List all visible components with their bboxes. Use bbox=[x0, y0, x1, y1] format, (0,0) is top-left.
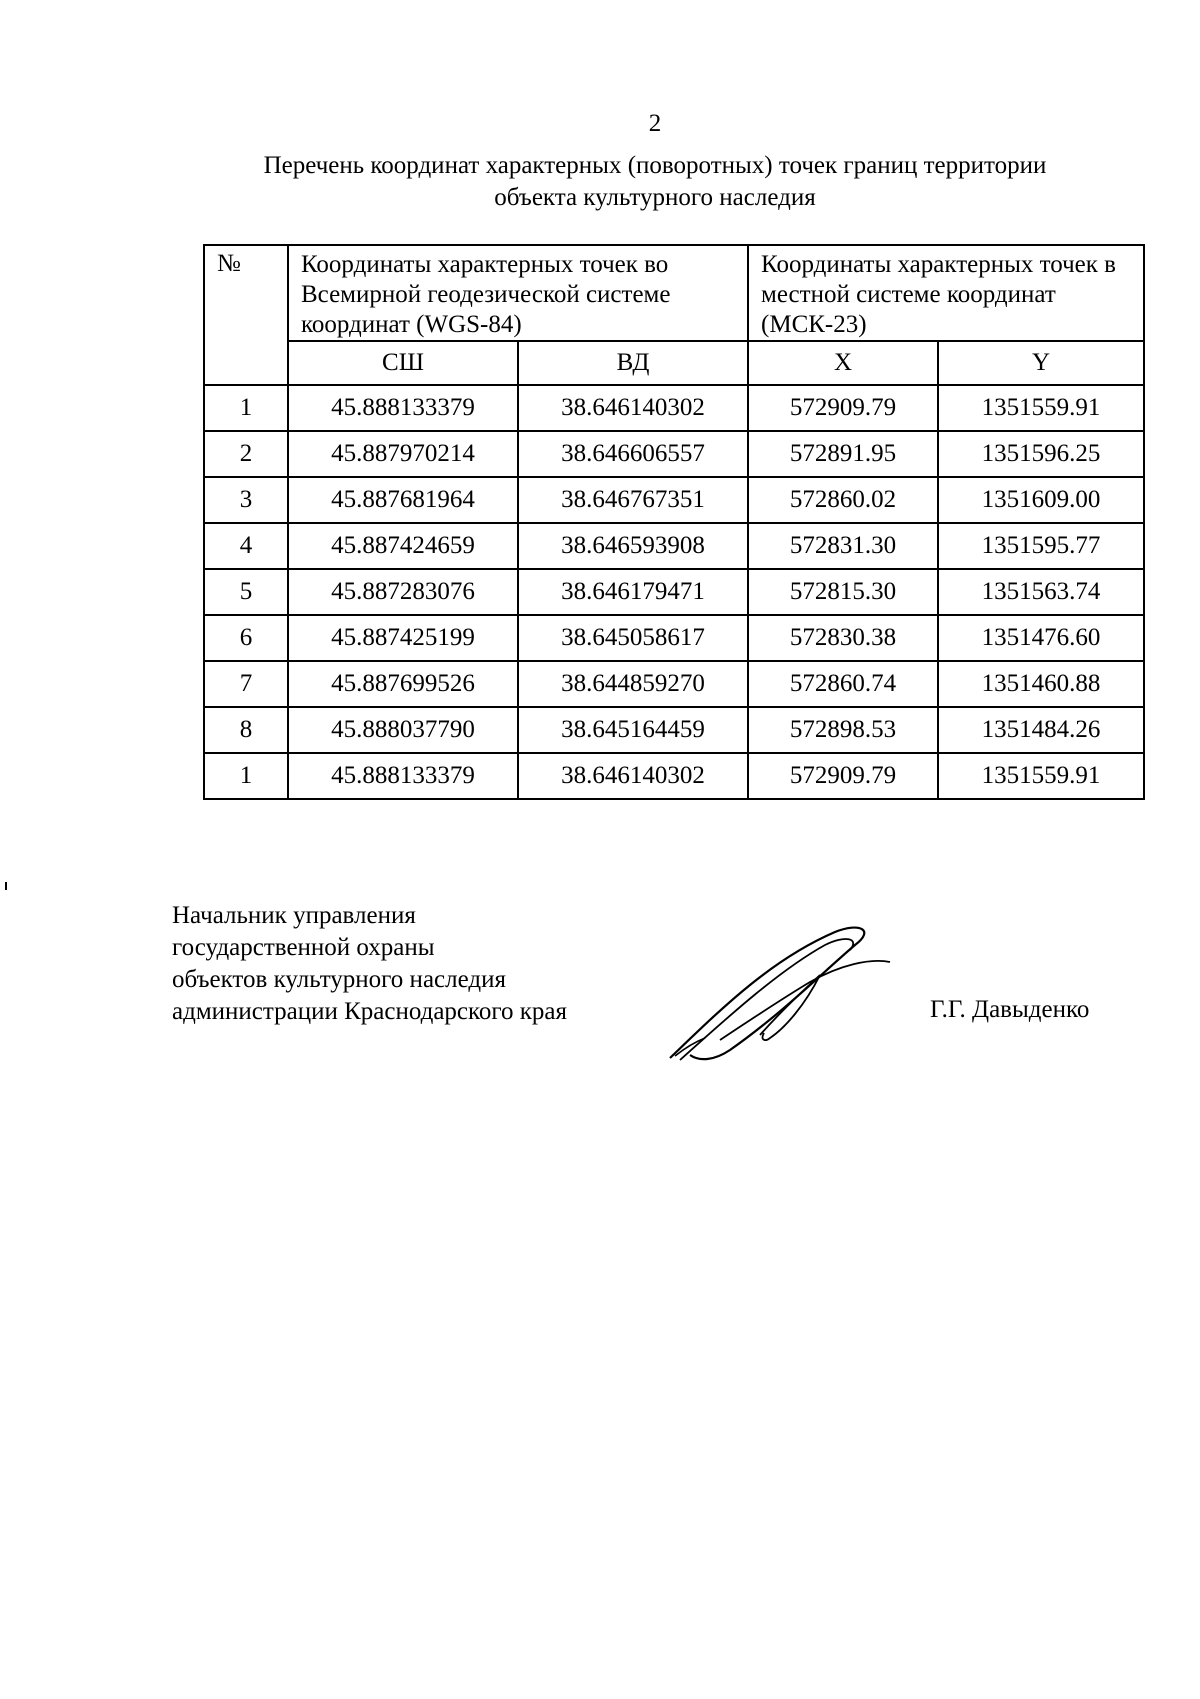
x-cell: 572898.53 bbox=[748, 707, 938, 753]
latitude-cell: 45.887970214 bbox=[288, 431, 518, 477]
table-row bbox=[204, 615, 1144, 661]
latitude-cell: 45.887425199 bbox=[288, 615, 518, 661]
table-subheader-row bbox=[204, 341, 1144, 385]
column-header-x: X bbox=[748, 341, 938, 385]
y-cell: 1351563.74 bbox=[938, 569, 1144, 615]
signatory-name: Г.Г. Давыденко bbox=[930, 996, 1090, 1023]
signatory-position bbox=[172, 900, 567, 1028]
y-cell: 1351559.91 bbox=[938, 753, 1144, 799]
point-number: 7 bbox=[204, 661, 288, 707]
column-header-y: Y bbox=[938, 341, 1144, 385]
y-cell: 1351484.26 bbox=[938, 707, 1144, 753]
latitude-cell: 45.887283076 bbox=[288, 569, 518, 615]
table-header-row bbox=[204, 245, 1144, 341]
longitude-cell: 38.646606557 bbox=[518, 431, 748, 477]
table-row bbox=[204, 707, 1144, 753]
y-cell: 1351596.25 bbox=[938, 431, 1144, 477]
point-number: 1 bbox=[204, 753, 288, 799]
latitude-cell: 45.888133379 bbox=[288, 753, 518, 799]
title-line-2: объекта культурного наследия bbox=[494, 184, 816, 211]
x-cell: 572860.74 bbox=[748, 661, 938, 707]
longitude-cell: 38.646140302 bbox=[518, 385, 748, 431]
point-number: 1 bbox=[204, 385, 288, 431]
handwritten-signature bbox=[660, 920, 900, 1070]
x-cell: 572860.02 bbox=[748, 477, 938, 523]
longitude-cell: 38.645164459 bbox=[518, 707, 748, 753]
table-row bbox=[204, 431, 1144, 477]
coordinates-table bbox=[203, 244, 1145, 800]
longitude-cell: 38.646767351 bbox=[518, 477, 748, 523]
column-header-latitude: СШ bbox=[288, 341, 518, 385]
longitude-cell: 38.646140302 bbox=[518, 753, 748, 799]
latitude-cell: 45.887424659 bbox=[288, 523, 518, 569]
table-row bbox=[204, 477, 1144, 523]
point-number: 3 bbox=[204, 477, 288, 523]
point-number: 4 bbox=[204, 523, 288, 569]
title-line-1: Перечень координат характерных (поворотных) точек границ территории bbox=[263, 152, 1047, 179]
x-cell: 572815.30 bbox=[748, 569, 938, 615]
point-number: 8 bbox=[204, 707, 288, 753]
column-group-wgs84: Координаты характерных точек во Всемирной геодезической системе координат (WGS-84) bbox=[288, 245, 748, 341]
point-number: 6 bbox=[204, 615, 288, 661]
y-cell: 1351476.60 bbox=[938, 615, 1144, 661]
y-cell: 1351559.91 bbox=[938, 385, 1144, 431]
longitude-cell: 38.646179471 bbox=[518, 569, 748, 615]
position-line: объектов культурного наследия bbox=[172, 966, 506, 993]
longitude-cell: 38.646593908 bbox=[518, 523, 748, 569]
x-cell: 572909.79 bbox=[748, 753, 938, 799]
position-line: Начальник управления bbox=[172, 902, 416, 929]
latitude-cell: 45.888037790 bbox=[288, 707, 518, 753]
x-cell: 572830.38 bbox=[748, 615, 938, 661]
latitude-cell: 45.887681964 bbox=[288, 477, 518, 523]
latitude-cell: 45.888133379 bbox=[288, 385, 518, 431]
y-cell: 1351609.00 bbox=[938, 477, 1144, 523]
margin-mark bbox=[5, 882, 7, 890]
x-cell: 572909.79 bbox=[748, 385, 938, 431]
document-title bbox=[150, 150, 1160, 214]
longitude-cell: 38.644859270 bbox=[518, 661, 748, 707]
table-row bbox=[204, 523, 1144, 569]
page-number: 2 bbox=[648, 110, 662, 137]
y-cell: 1351460.88 bbox=[938, 661, 1144, 707]
x-cell: 572891.95 bbox=[748, 431, 938, 477]
table-row bbox=[204, 569, 1144, 615]
position-line: администрации Краснодарского края bbox=[172, 998, 568, 1025]
longitude-cell: 38.645058617 bbox=[518, 615, 748, 661]
position-line: государственной охраны bbox=[172, 934, 435, 961]
table-row bbox=[204, 385, 1144, 431]
table-row bbox=[204, 753, 1144, 799]
x-cell: 572831.30 bbox=[748, 523, 938, 569]
y-cell: 1351595.77 bbox=[938, 523, 1144, 569]
column-header-number: № bbox=[204, 245, 288, 385]
point-number: 5 bbox=[204, 569, 288, 615]
table-row bbox=[204, 661, 1144, 707]
point-number: 2 bbox=[204, 431, 288, 477]
column-header-longitude: ВД bbox=[518, 341, 748, 385]
latitude-cell: 45.887699526 bbox=[288, 661, 518, 707]
column-group-msk23: Координаты характерных точек в местной системе координат (МСК-23) bbox=[748, 245, 1144, 341]
